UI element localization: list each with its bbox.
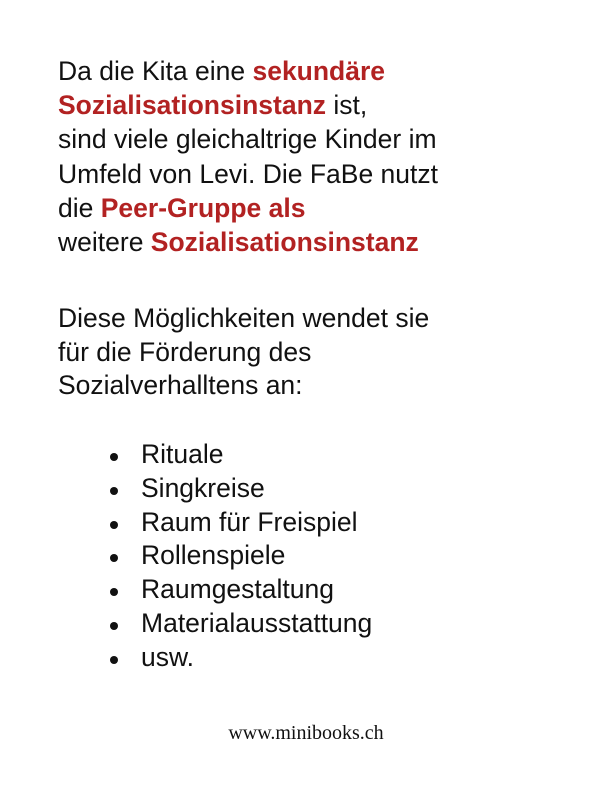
intro-line-6 <box>58 225 578 259</box>
intro-line-2 <box>58 88 578 122</box>
bullet-icon <box>110 656 118 664</box>
intro-text: Da die Kita eine <box>58 56 253 86</box>
methods-list <box>106 438 372 675</box>
list-item <box>106 641 372 675</box>
intro-text: weitere <box>58 227 151 258</box>
footer-url: www.minibooks.ch <box>228 722 384 744</box>
bullet-icon <box>110 622 118 630</box>
list-item <box>106 607 372 641</box>
intro-text: ist, <box>326 90 368 121</box>
intro-paragraph <box>58 54 578 259</box>
list-item <box>106 539 372 573</box>
list-item <box>106 472 372 506</box>
highlight-text: Peer-Gruppe als <box>100 192 306 223</box>
list-item-label: Raumgestaltung <box>141 574 334 605</box>
intro-text: die <box>58 192 101 223</box>
highlight-text: sekundäre <box>252 56 386 86</box>
list-item-label: Raum für Freispiel <box>141 506 358 537</box>
highlight-text: Sozialisationsinstanz <box>150 227 419 258</box>
list-item <box>106 438 372 472</box>
list-item-label: Rituale <box>141 439 224 469</box>
bullet-icon <box>110 554 118 562</box>
bullet-icon <box>110 588 118 596</box>
list-item-label: Materialausstattung <box>141 607 373 638</box>
methods-line-2: für die Förderung des <box>58 336 312 367</box>
bullet-icon <box>110 521 118 529</box>
intro-line-1 <box>58 54 578 88</box>
methods-paragraph <box>58 302 578 403</box>
intro-line-4: Umfeld von Levi. Die FaBe nutzt <box>58 158 439 189</box>
highlight-text: Sozialisationsinstanz <box>58 90 327 121</box>
list-item <box>106 506 372 540</box>
list-item-label: Rollenspiele <box>141 540 286 571</box>
list-item-label: Singkreise <box>141 472 265 503</box>
bullet-icon <box>110 453 118 461</box>
list-item-label: usw. <box>141 641 195 672</box>
intro-line-3: sind viele gleichaltrige Kinder im <box>58 124 437 155</box>
methods-line-3: Sozialverhalltens an: <box>58 370 303 400</box>
bullet-icon <box>110 487 118 495</box>
list-item <box>106 573 372 607</box>
intro-line-5 <box>58 191 578 225</box>
methods-line-1: Diese Möglichkeiten wendet sie <box>58 303 430 333</box>
